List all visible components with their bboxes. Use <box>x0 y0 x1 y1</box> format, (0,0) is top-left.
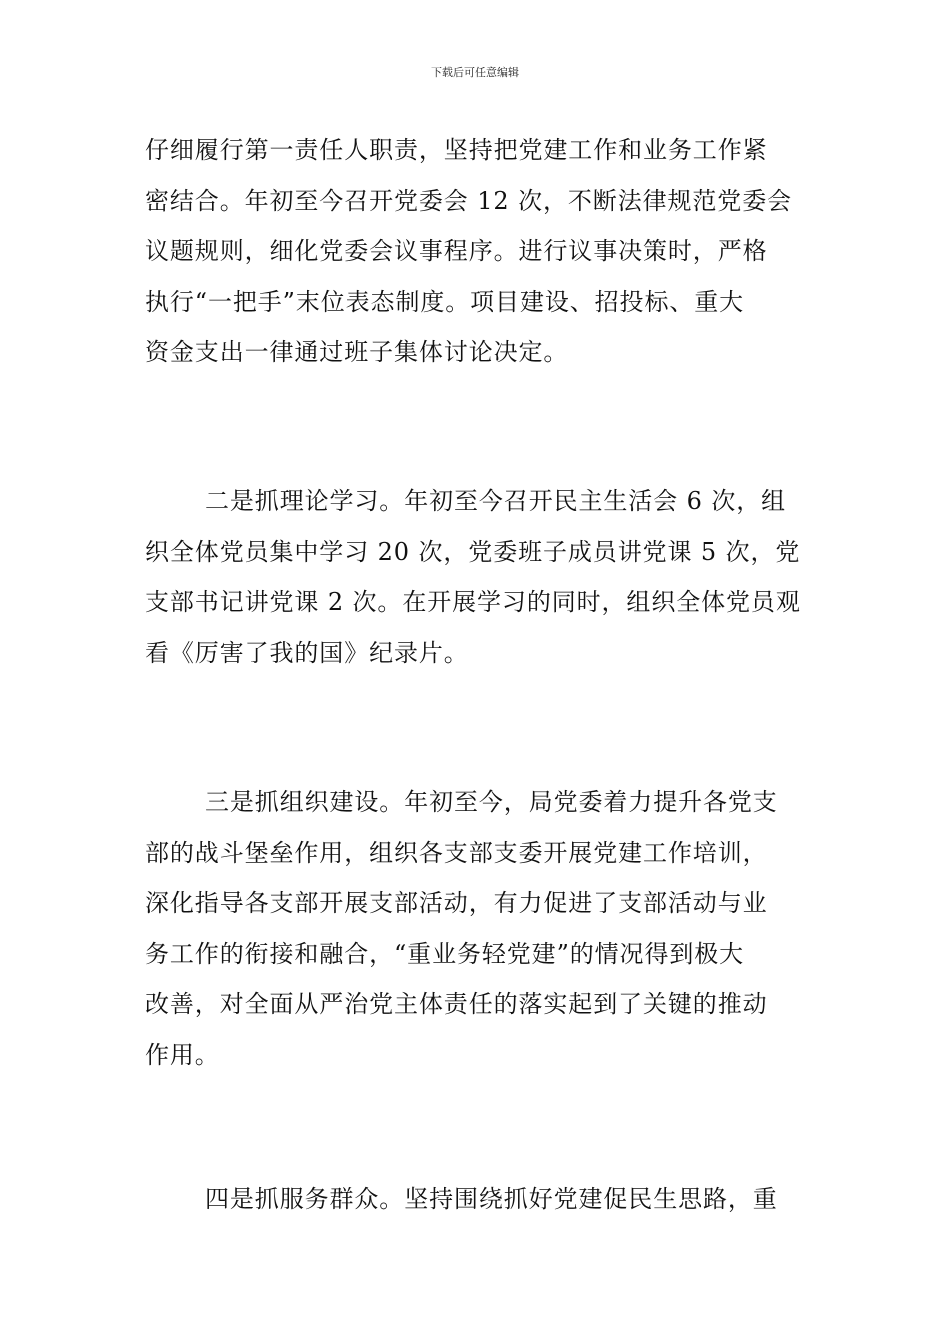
paragraph-line: 密结合。年初至今召开党委会 12 次，不断法律规范党委会 <box>145 186 792 215</box>
paragraph-line: 务工作的衔接和融合，“重业务轻党建”的情况得到极大 <box>145 939 745 968</box>
paragraph-line: 织全体党员集中学习 20 次，党委班子成员讲党课 5 次，党 <box>145 537 801 566</box>
paragraph-line: 看《厉害了我的国》纪录片。 <box>145 638 469 667</box>
paragraph-line: 三是抓组织建设。年初至今，局党委着力提升各党支 <box>205 788 778 816</box>
paragraph-line: 作用。 <box>145 1040 220 1069</box>
page-header-note: 下载后可任意编辑 <box>431 66 519 79</box>
paragraph-line: 议题规则，细化党委会议事程序。进行议事决策时，严格 <box>145 237 768 265</box>
paragraph-line: 支部书记讲党课 2 次。在开展学习的同时，组织全体党员观 <box>145 588 801 616</box>
paragraph-2-theory-study <box>145 476 807 678</box>
paragraph-line: 改善，对全面从严治党主体责任的落实起到了关键的推动 <box>145 990 768 1018</box>
paragraph-3-organization-building <box>145 777 807 1080</box>
paragraph-line: 二是抓理论学习。年初至今召开民主生活会 6 次，组 <box>205 487 787 515</box>
paragraph-1 <box>145 125 807 378</box>
paragraph-line: 四是抓服务群众。坚持围绕抓好党建促民生思路，重 <box>205 1185 778 1213</box>
paragraph-line: 仔细履行第一责任人职责，坚持把党建工作和业务工作紧 <box>145 136 768 164</box>
paragraph-line: 资金支出一律通过班子集体讨论决定。 <box>145 338 569 366</box>
paragraph-line: 深化指导各支部开展支部活动，有力促进了支部活动与业 <box>145 889 768 917</box>
paragraph-line: 部的战斗堡垒作用，组织各支部支委开展党建工作培训， <box>145 838 768 867</box>
paragraph-4-serve-the-public <box>145 1174 807 1225</box>
paragraph-line: 执行“一把手”末位表态制度。项目建设、招投标、重大 <box>145 287 745 316</box>
